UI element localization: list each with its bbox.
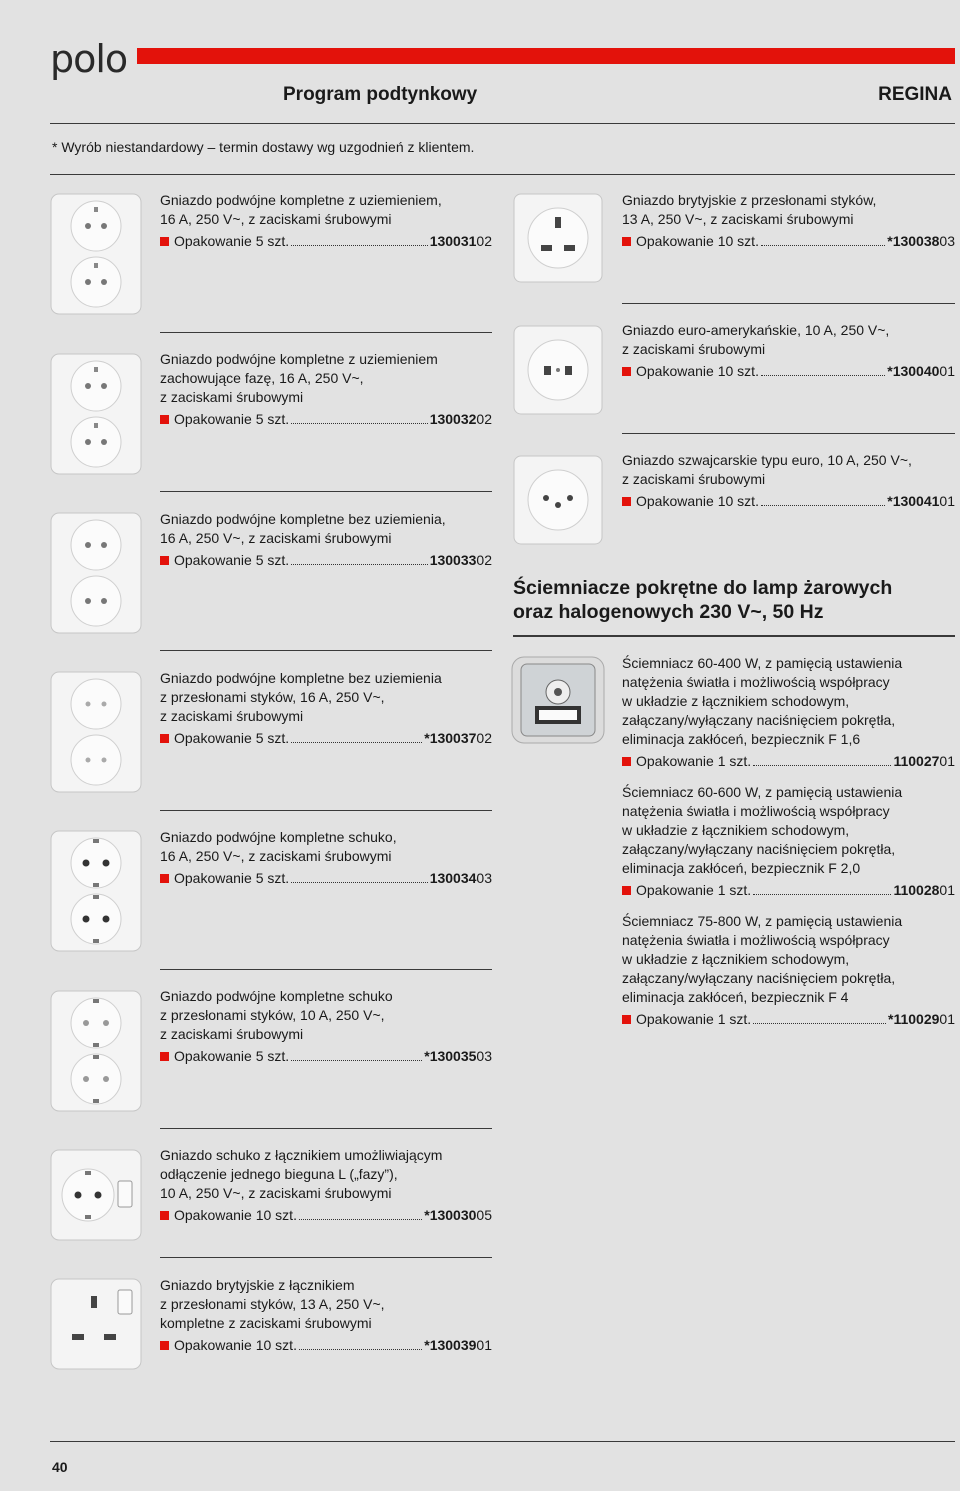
section-heading: Ściemniacze pokrętne do lamp żarowych oraz halogenowych 230 V~, 50 Hz — [513, 577, 893, 623]
product-item — [160, 1276, 492, 1355]
product-code: 130034 — [429, 870, 477, 886]
bullet-square-icon — [160, 237, 169, 246]
brand-logo: polo — [50, 37, 128, 81]
page-title: Program podtynkowy — [283, 84, 478, 105]
product-code-suffix: 03 — [476, 1048, 492, 1064]
divider — [160, 1257, 492, 1258]
product-item — [160, 191, 492, 251]
product-code-suffix: 03 — [939, 233, 955, 249]
package-label: Opakowanie 1 szt. — [636, 882, 752, 898]
schuko-switch-icon — [50, 1149, 142, 1241]
bullet-square-icon — [160, 556, 169, 565]
british-socket-icon — [513, 193, 603, 283]
product-code-suffix: 01 — [939, 493, 955, 509]
product-description: Gniazdo podwójne kompletne schuko, 16 A, 250 V~, z zaciskami śrubowymi — [160, 829, 397, 864]
package-line — [160, 729, 492, 748]
bullet-square-icon — [622, 886, 631, 895]
package-line — [160, 232, 492, 251]
bullet-square-icon — [622, 367, 631, 376]
bullet-square-icon — [160, 1211, 169, 1220]
package-label: Opakowanie 5 szt. — [174, 233, 290, 249]
product-code-suffix: 05 — [476, 1207, 492, 1223]
euro-american-socket-icon — [513, 325, 603, 415]
product-code-suffix: 03 — [476, 870, 492, 886]
product-item — [160, 987, 492, 1066]
product-description: Gniazdo podwójne kompletne z uziemieniem zachowujące fazę, 16 A, 250 V~, z zaciskami śrubowymi — [160, 351, 438, 405]
double-socket-shutter-icon — [50, 671, 142, 793]
divider — [160, 332, 492, 333]
package-line — [622, 752, 955, 771]
package-line — [622, 881, 955, 900]
product-item — [160, 828, 492, 888]
product-description: Ściemniacz 60-600 W, z pamięcią ustawienia natężenia światła i możliwością współpracy w układzie z łącznikiem schodowym, załączany/wyłączany naciśnięciem pokrętła, eliminacja zakłóceń, bezpiecznik F 2,0 — [622, 784, 903, 876]
section-rule — [513, 635, 955, 637]
product-description: Gniazdo brytyjskie z przesłonami styków, 13 A, 250 V~, z zaciskami śrubowymi — [622, 192, 877, 227]
double-socket-schuko-icon — [50, 990, 142, 1112]
package-label: Opakowanie 1 szt. — [636, 753, 752, 769]
product-description: Gniazdo podwójne kompletne bez uziemienia, 16 A, 250 V~, z zaciskami śrubowymi — [160, 511, 446, 546]
dimmer-insert-icon — [511, 656, 605, 744]
product-description: Gniazdo podwójne kompletne bez uziemienia z przesłonami styków, 16 A, 250 V~, z zaciskami śrubowymi — [160, 670, 442, 724]
double-socket-earth-icon — [50, 353, 142, 475]
product-code: 110028 — [893, 882, 940, 898]
package-line — [160, 551, 492, 570]
bullet-square-icon — [160, 734, 169, 743]
product-code: *130030 — [424, 1207, 477, 1223]
product-description: Gniazdo brytyjskie z łącznikiem z przesłonami styków, 13 A, 250 V~, kompletne z zaciskami śrubowymi — [160, 1277, 385, 1331]
product-item — [160, 669, 492, 748]
product-code: *130035 — [424, 1048, 477, 1064]
divider — [160, 969, 492, 970]
package-line — [160, 1206, 492, 1225]
divider — [622, 433, 955, 434]
header-red-bar — [137, 48, 955, 64]
bullet-square-icon — [622, 237, 631, 246]
package-label: Opakowanie 10 szt. — [636, 363, 759, 379]
bullet-square-icon — [160, 1341, 169, 1350]
product-code-suffix: 02 — [476, 552, 492, 568]
dimmer-item — [622, 654, 955, 771]
package-line — [160, 1336, 492, 1355]
product-description: Gniazdo podwójne kompletne schuko z przesłonami styków, 10 A, 250 V~, z zaciskami śrubowymi — [160, 988, 393, 1042]
divider — [160, 650, 492, 651]
product-description: Gniazdo schuko z łącznikiem umożliwiającym odłączenie jednego bieguna L („fazy”), 10 A, 250 V~, z zaciskami śrubowymi — [160, 1147, 443, 1201]
product-code: *110029 — [888, 1011, 940, 1027]
package-line — [622, 1010, 955, 1029]
footer-rule — [50, 1441, 955, 1442]
package-label: Opakowanie 5 szt. — [174, 730, 290, 746]
product-code-suffix: 02 — [476, 233, 492, 249]
package-label: Opakowanie 5 szt. — [174, 552, 290, 568]
package-line — [622, 232, 955, 251]
product-item — [622, 191, 955, 251]
product-code: *130041 — [887, 493, 940, 509]
product-code-suffix: 01 — [939, 1011, 955, 1027]
note-rule — [50, 174, 955, 175]
product-item — [160, 350, 492, 429]
product-code: 130032 — [429, 411, 477, 427]
package-line — [160, 1047, 492, 1066]
bullet-square-icon — [160, 874, 169, 883]
product-description: Ściemniacz 60-400 W, z pamięcią ustawienia natężenia światła i możliwością współpracy w układzie z łącznikiem schodowym, załączany/wyłączany naciśnięciem pokrętła, eliminacja zakłóceń, bezpiecznik F 1,6 — [622, 655, 903, 747]
product-code: 110027 — [893, 753, 940, 769]
product-code: *130037 — [424, 730, 477, 746]
package-line — [622, 492, 955, 511]
divider — [160, 1128, 492, 1129]
package-label: Opakowanie 1 szt. — [636, 1011, 752, 1027]
product-item — [160, 510, 492, 570]
product-description: Gniazdo szwajcarskie typu euro, 10 A, 250 V~, z zaciskami śrubowymi — [622, 452, 912, 487]
product-code-suffix: 01 — [939, 363, 955, 379]
product-code: *130038 — [887, 233, 940, 249]
product-description: Ściemniacz 75-800 W, z pamięcią ustawienia natężenia światła i możliwością współpracy w układzie z łącznikiem schodowym, załączany/wyłączany naciśnięciem pokrętła, eliminacja zakłóceń, bezpiecznik F 4 — [622, 913, 903, 1005]
package-label: Opakowanie 10 szt. — [174, 1337, 297, 1353]
package-line — [622, 362, 955, 381]
product-description: Gniazdo euro-amerykańskie, 10 A, 250 V~, z zaciskami śrubowymi — [622, 322, 890, 357]
header-rule — [50, 123, 955, 124]
product-item — [622, 451, 955, 511]
footnote: * Wyrób niestandardowy – termin dostawy wg uzgodnień z klientem. — [52, 139, 475, 155]
page-number: 40 — [52, 1459, 68, 1475]
product-code-suffix: 02 — [476, 411, 492, 427]
product-code-suffix: 01 — [939, 882, 955, 898]
product-item — [160, 1146, 492, 1225]
bullet-square-icon — [622, 497, 631, 506]
bullet-square-icon — [622, 757, 631, 766]
product-code: *130040 — [887, 363, 940, 379]
divider — [160, 491, 492, 492]
package-label: Opakowanie 10 szt. — [636, 233, 759, 249]
package-label: Opakowanie 10 szt. — [174, 1207, 297, 1223]
product-description: Gniazdo podwójne kompletne z uziemieniem, 16 A, 250 V~, z zaciskami śrubowymi — [160, 192, 442, 227]
product-code: *130039 — [424, 1337, 477, 1353]
series-title: REGINA — [878, 84, 952, 105]
product-code-suffix: 01 — [476, 1337, 492, 1353]
package-label: Opakowanie 10 szt. — [636, 493, 759, 509]
product-code-suffix: 02 — [476, 730, 492, 746]
divider — [160, 810, 492, 811]
product-code-suffix: 01 — [939, 753, 955, 769]
package-label: Opakowanie 5 szt. — [174, 411, 290, 427]
bullet-square-icon — [622, 1015, 631, 1024]
product-code: 130033 — [429, 552, 477, 568]
double-socket-schuko-icon — [50, 830, 142, 952]
package-label: Opakowanie 5 szt. — [174, 870, 290, 886]
package-line — [160, 410, 492, 429]
bullet-square-icon — [160, 415, 169, 424]
double-socket-earth-icon — [50, 193, 142, 315]
dimmer-item — [622, 783, 955, 900]
double-socket-plain-icon — [50, 512, 142, 634]
dimmer-item — [622, 912, 955, 1029]
product-code: 130031 — [429, 233, 477, 249]
package-label: Opakowanie 5 szt. — [174, 1048, 290, 1064]
package-line — [160, 869, 492, 888]
bullet-square-icon — [160, 1052, 169, 1061]
swiss-socket-icon — [513, 455, 603, 545]
divider — [622, 303, 955, 304]
product-item — [622, 321, 955, 381]
british-switch-icon — [50, 1278, 142, 1370]
